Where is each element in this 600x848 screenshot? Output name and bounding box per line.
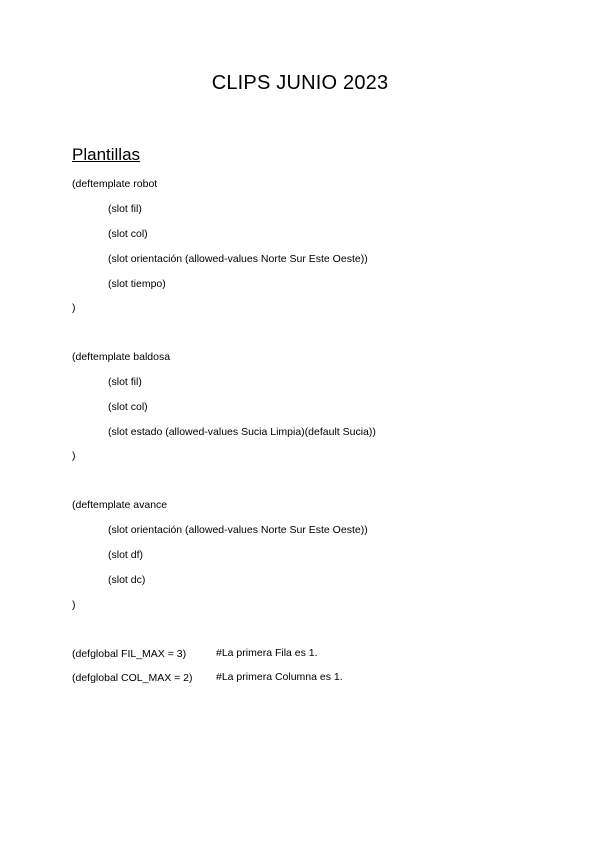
template-baldosa-close: ) [72,450,76,462]
slot-line: (slot col) [108,228,148,240]
template-robot-close: ) [72,302,76,314]
slot-line: (slot orientación (allowed-values Norte Sur Este Oeste)) [108,253,368,265]
slot-line: (slot orientación (allowed-values Norte Sur Este Oeste)) [108,524,368,536]
slot-line: (slot estado (allowed-values Sucia Limpia)(default Sucia)) [108,426,376,438]
slot-line: (slot col) [108,401,148,413]
global-fil-max: (defglobal FIL_MAX = 3) [72,648,187,660]
slot-line: (slot fil) [108,203,142,215]
slot-line: (slot tiempo) [108,278,166,290]
global-col-max: (defglobal COL_MAX = 2) [72,672,193,684]
template-avance-open: (deftemplate avance [72,499,168,511]
slot-line: (slot df) [108,549,144,561]
template-avance-close: ) [72,599,76,611]
template-robot-open: (deftemplate robot [72,178,158,190]
global-col-max-comment: #La primera Columna es 1. [216,671,343,683]
slot-line: (slot dc) [108,574,146,586]
template-baldosa-open: (deftemplate baldosa [72,351,171,363]
slot-line: (slot fil) [108,376,142,388]
section-heading: Plantillas [72,145,141,164]
global-fil-max-comment: #La primera Fila es 1. [216,647,318,659]
page-title: CLIPS JUNIO 2023 [211,72,389,94]
